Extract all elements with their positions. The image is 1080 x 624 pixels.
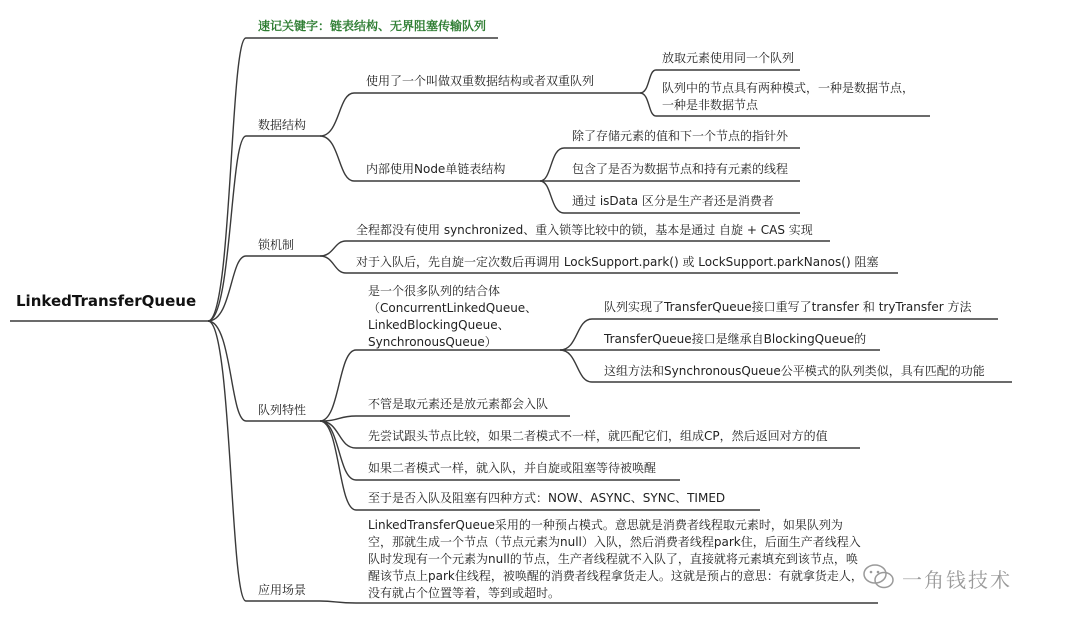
highlight-keywords: 速记关键字：链表结构、无界阻塞传输队列 bbox=[258, 19, 487, 33]
queue-enqueue: 不管是取元素还是放元素都会入队 bbox=[368, 397, 549, 411]
ds-two-modes: 队列中的节点具有两种模式，一种是数据节点，一种是非数据节点 bbox=[662, 81, 915, 112]
queue-synchronous: 这组方法和SynchronousQueue公平模式的队列类似，具有匹配的功能 bbox=[604, 364, 985, 378]
lock-park: 对于入队后，先自旋一定次数后再调用 LockSupport.park() 或 LockSupport.parkNanos() 阻塞 bbox=[356, 255, 879, 269]
queue-match: 先尝试跟头节点比较，如果二者模式不一样，就匹配它们，组成CP，然后返回对方的值 bbox=[368, 429, 828, 443]
lock-cas: 全程都没有使用 synchronized、重入锁等比较中的锁，基本是通过 自旋 + CAS 实现 bbox=[356, 223, 813, 237]
scenario-text: LinkedTransferQueue采用的一种预占模式。意思就是消费者线程取元素时，如果队列为空，那就生成一个节点（节点元素为null）入队，然后消费者线程park住，后面生产者线程入队时发现有一个元素为null的节点，生产者线程就不入队了，直接就将元素填充到该节点，唤醒该节点上park住线程，被唤醒的消费者线程拿货走人。这就是预占的意思：有就拿货走人，没有就占个位置等着，等到或超时。 bbox=[368, 518, 863, 600]
edge-root-scenario bbox=[208, 321, 246, 601]
ds-same-queue: 放取元素使用同一个队列 bbox=[662, 51, 795, 65]
branch-scenario: 应用场景 bbox=[258, 583, 307, 597]
queue-blocking: TransferQueue接口是继承自BlockingQueue的 bbox=[604, 332, 867, 346]
branch-data-structure: 数据结构 bbox=[258, 118, 307, 132]
edge-root-queue bbox=[208, 321, 246, 421]
queue-transfer: 队列实现了TransferQueue接口重写了transfer 和 tryTransfer 方法 bbox=[604, 300, 972, 314]
edge-root-highlight bbox=[208, 38, 246, 321]
ds-isdata: 通过 isData 区分是生产者还是消费者 bbox=[572, 194, 774, 208]
ds-node-value: 除了存储元素的值和下一个节点的指针外 bbox=[572, 129, 789, 143]
wechat-icon bbox=[862, 562, 896, 592]
queue-modes: 至于是否入队及阻塞有四种方式：NOW、ASYNC、SYNC、TIMED bbox=[368, 491, 726, 505]
watermark bbox=[862, 560, 1052, 594]
queue-combination: 是一个很多队列的结合体（ConcurrentLinkedQueue、LinkedBlockingQueue、SynchronousQueue） bbox=[368, 284, 538, 349]
ds-node-list: 内部使用Node单链表结构 bbox=[366, 162, 506, 176]
ds-double-queue: 使用了一个叫做双重数据结构或者双重队列 bbox=[366, 74, 595, 88]
edge-root-lock bbox=[208, 256, 246, 321]
watermark-text: 一角钱技术 bbox=[902, 568, 1012, 592]
queue-spin: 如果二者模式一样，就入队，并自旋或阻塞等待被唤醒 bbox=[368, 461, 657, 475]
ds-node-thread: 包含了是否为数据节点和持有元素的线程 bbox=[572, 162, 789, 176]
branch-lock: 锁机制 bbox=[258, 238, 295, 252]
root-node: LinkedTransferQueue bbox=[16, 292, 197, 310]
branch-queue: 队列特性 bbox=[258, 403, 307, 417]
